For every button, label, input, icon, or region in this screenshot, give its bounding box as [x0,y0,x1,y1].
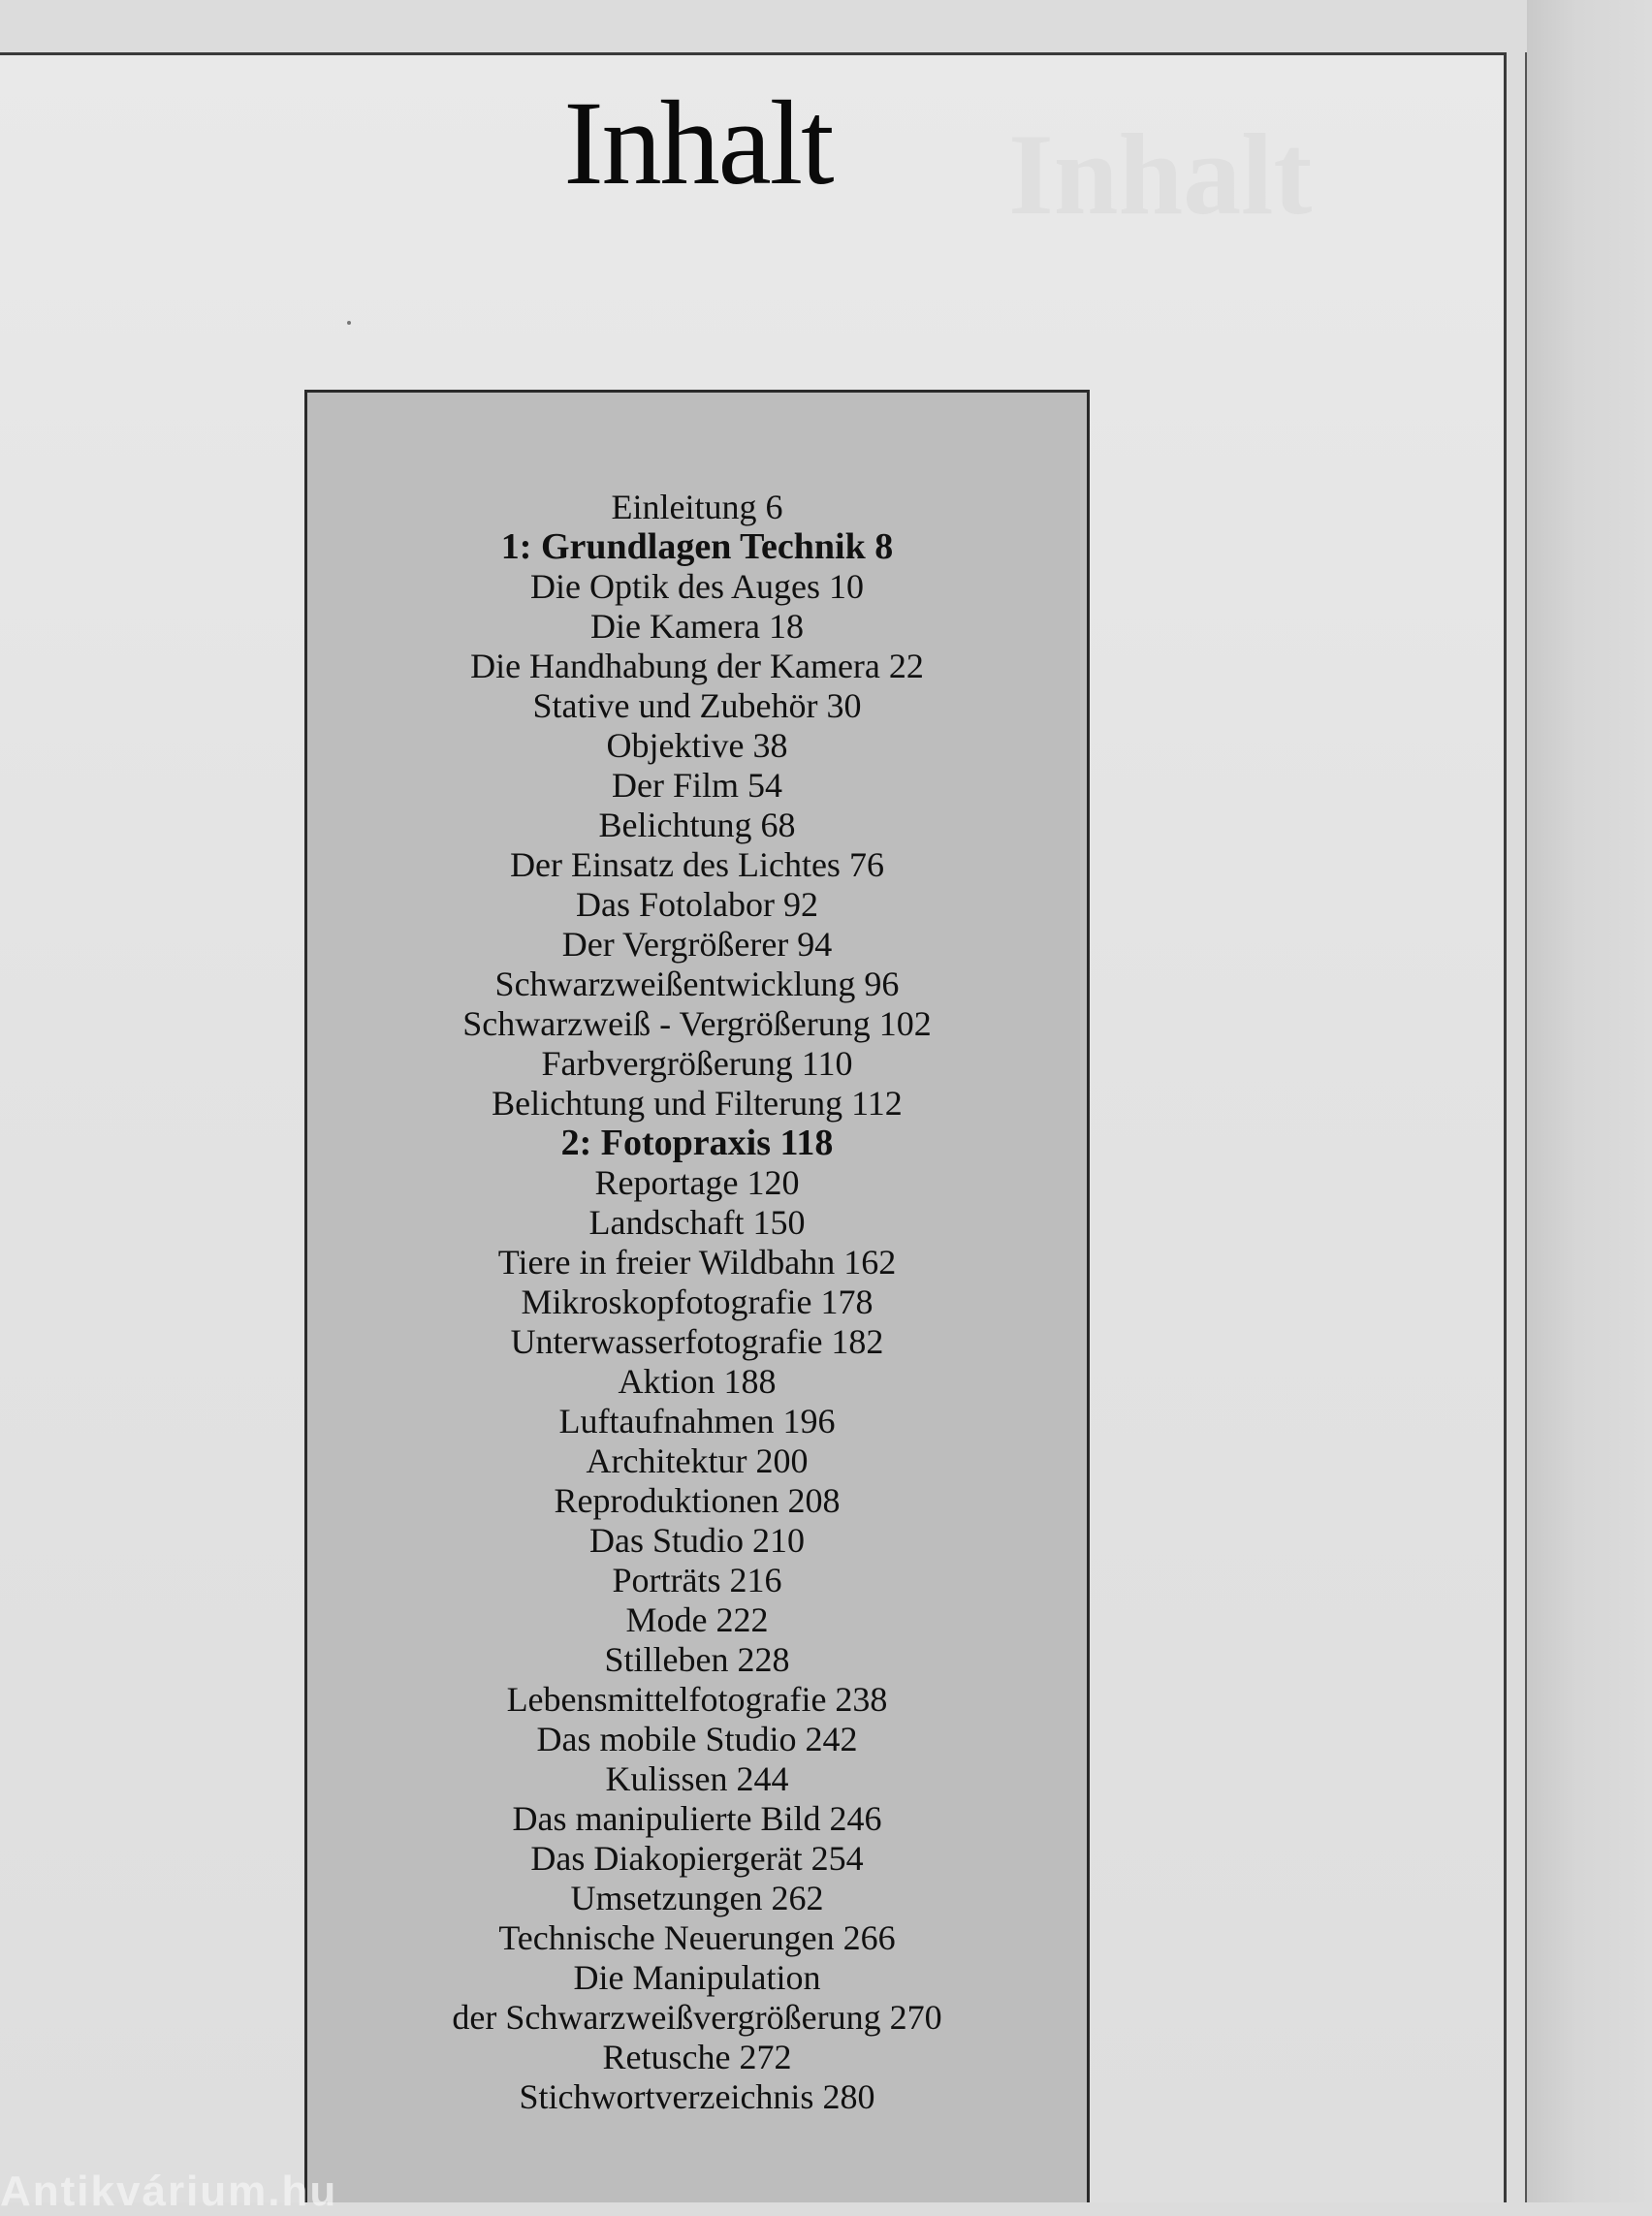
toc-entry: Die Optik des Auges 10 [530,567,864,606]
toc-entry: Unterwasserfotografie 182 [510,1322,884,1361]
toc-entry: Einleitung 6 [611,488,783,526]
page-edge-shadow [1527,0,1652,2202]
toc-entry: Farbvergrößerung 110 [541,1044,853,1083]
toc-entry: Das Fotolabor 92 [576,885,818,924]
page-edge-line [1525,52,1527,2202]
bleed-through-text: Inhalt [1008,110,1313,238]
toc-entry: Retusche 272 [602,2038,792,2076]
toc-entry: Die Manipulation [573,1958,821,1997]
toc-entry: Tiere in freier Wildbahn 162 [497,1243,897,1282]
toc-entry: Belichtung 68 [598,806,796,844]
toc-entry: Der Einsatz des Lichtes 76 [510,845,884,884]
toc-entry: Belichtung und Filterung 112 [492,1084,903,1123]
toc-entry: Technische Neuerungen 266 [498,1918,896,1957]
toc-entry: Aktion 188 [618,1362,777,1401]
toc-section-heading: 2: Fotopraxis 118 [560,1123,834,1163]
toc-entry: Landschaft 150 [588,1203,806,1242]
toc-entry: Das Diakopiergerät 254 [530,1839,864,1878]
toc-entry: Luftaufnahmen 196 [558,1402,836,1440]
toc-entry: Architektur 200 [586,1441,809,1480]
toc-entry: Das mobile Studio 242 [536,1720,858,1758]
toc-entry: Stichwortverzeichnis 280 [519,2077,875,2116]
toc-entry: Reportage 120 [594,1163,800,1202]
toc-entry: Lebensmittelfotografie 238 [506,1680,888,1719]
toc-entry: der Schwarzweißvergrößerung 270 [452,1998,942,2037]
toc-entry: Das Studio 210 [588,1521,805,1560]
toc-entry: Schwarzweiß - Vergrößerung 102 [462,1004,932,1043]
toc-entry: Die Handhabung der Kamera 22 [470,647,924,685]
watermark: Antikvárium.hu [0,2168,338,2215]
toc-entry: Reproduktionen 208 [554,1481,841,1520]
toc-entry: Stilleben 228 [604,1640,790,1679]
toc-entry: Kulissen 244 [605,1759,789,1798]
toc-entry: Der Vergrößerer 94 [561,925,833,964]
toc-entry: Schwarzweißentwicklung 96 [494,965,900,1003]
toc-entry: Porträts 216 [612,1561,782,1599]
toc-entry: Die Kamera 18 [590,607,804,646]
toc-entry: Objektive 38 [606,726,788,765]
paper-speck [347,321,351,325]
toc-entry: Mikroskopfotografie 178 [521,1282,874,1321]
toc-section-heading: 1: Grundlagen Technik 8 [500,526,894,567]
toc-entry: Umsetzungen 262 [570,1879,824,1917]
table-of-contents [307,488,1087,2117]
toc-entry: Mode 222 [625,1600,769,1639]
toc-entry: Der Film 54 [612,766,782,805]
page-title: Inhalt [563,77,833,209]
toc-entry: Das manipulierte Bild 246 [512,1799,882,1838]
toc-entry: Stative und Zubehör 30 [532,686,862,725]
table-of-contents-box [304,390,1090,2202]
